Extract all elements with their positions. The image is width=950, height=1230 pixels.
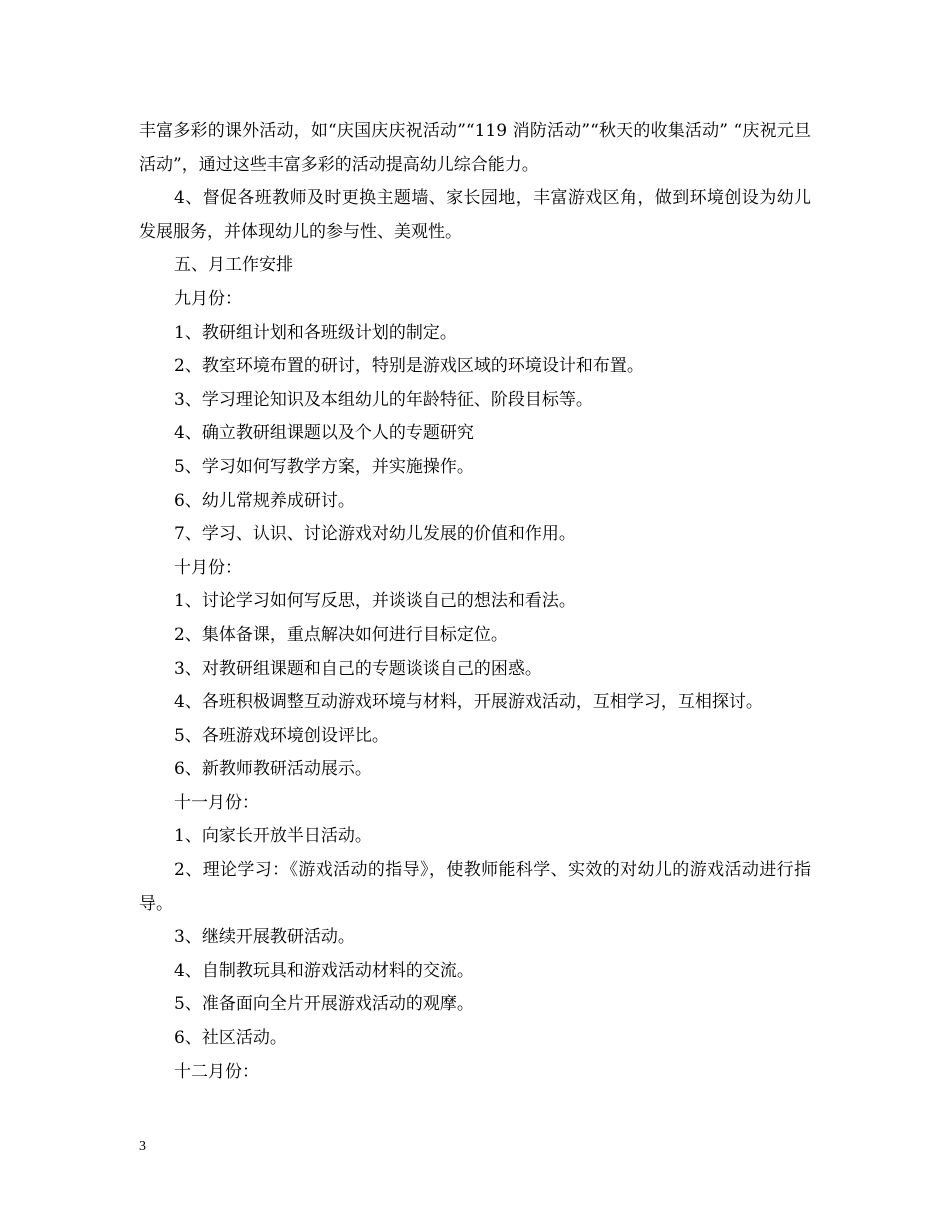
list-item: 1、向家长开放半日活动。 — [174, 826, 372, 847]
paragraph: 丰富多彩的课外活动，如“庆国庆庆祝活动”“119 消防活动”“秋天的收集活动” “庆祝元旦活动”，通过这些丰富多彩的活动提高幼儿综合能力。 — [139, 121, 811, 175]
list-item: 5、学习如何写教学方案，并实施操作。 — [174, 456, 474, 477]
list-item: 3、对教研组课题和自己的专题谈谈自己的困惑。 — [174, 658, 542, 679]
list-item: 3、继续开展教研活动。 — [174, 927, 355, 948]
month-heading: 十一月份： — [174, 792, 259, 813]
list-item: 2、理论学习：《游戏活动的指导》，使教师能科学、实效的对幼儿的游戏活动进行指导。 — [139, 860, 811, 914]
page-number: 3 — [139, 1139, 146, 1154]
month-heading: 九月份： — [174, 288, 242, 309]
list-item: 3、学习理论知识及本组幼儿的年龄特征、阶段目标等。 — [174, 389, 593, 410]
list-item: 5、准备面向全片开展游戏活动的观摩。 — [174, 994, 474, 1015]
month-heading: 十月份： — [174, 557, 242, 578]
list-item: 6、新教师教研活动展示。 — [174, 759, 372, 780]
list-item: 2、教室环境布置的研讨，特别是游戏区域的环境设计和布置。 — [174, 356, 644, 377]
list-item: 4、各班积极调整互动游戏环境与材料，开展游戏活动，互相学习，互相探讨。 — [174, 692, 763, 713]
section-heading: 五、月工作安排 — [174, 255, 293, 276]
list-item: 5、各班游戏环境创设评比。 — [174, 725, 389, 746]
document-body — [139, 115, 811, 1089]
list-item: 6、社区活动。 — [174, 1028, 287, 1049]
month-heading: 十二月份： — [174, 1061, 259, 1082]
list-item: 4、自制教玩具和游戏活动材料的交流。 — [174, 960, 474, 981]
list-item: 1、教研组计划和各班级计划的制定。 — [174, 322, 457, 343]
list-item: 7、学习、认识、讨论游戏对幼儿发展的价值和作用。 — [174, 524, 576, 545]
list-item: 2、集体备课，重点解决如何进行目标定位。 — [174, 624, 508, 645]
list-item: 6、幼儿常规养成研讨。 — [174, 490, 355, 511]
list-item: 4、确立教研组课题以及个人的专题研究 — [174, 423, 474, 444]
list-item: 1、讨论学习如何写反思，并谈谈自己的想法和看法。 — [174, 591, 576, 612]
paragraph: 4、督促各班教师及时更换主题墙、家长园地，丰富游戏区角，做到环境创设为幼儿发展服务，并体现幼儿的参与性、美观性。 — [139, 188, 811, 242]
